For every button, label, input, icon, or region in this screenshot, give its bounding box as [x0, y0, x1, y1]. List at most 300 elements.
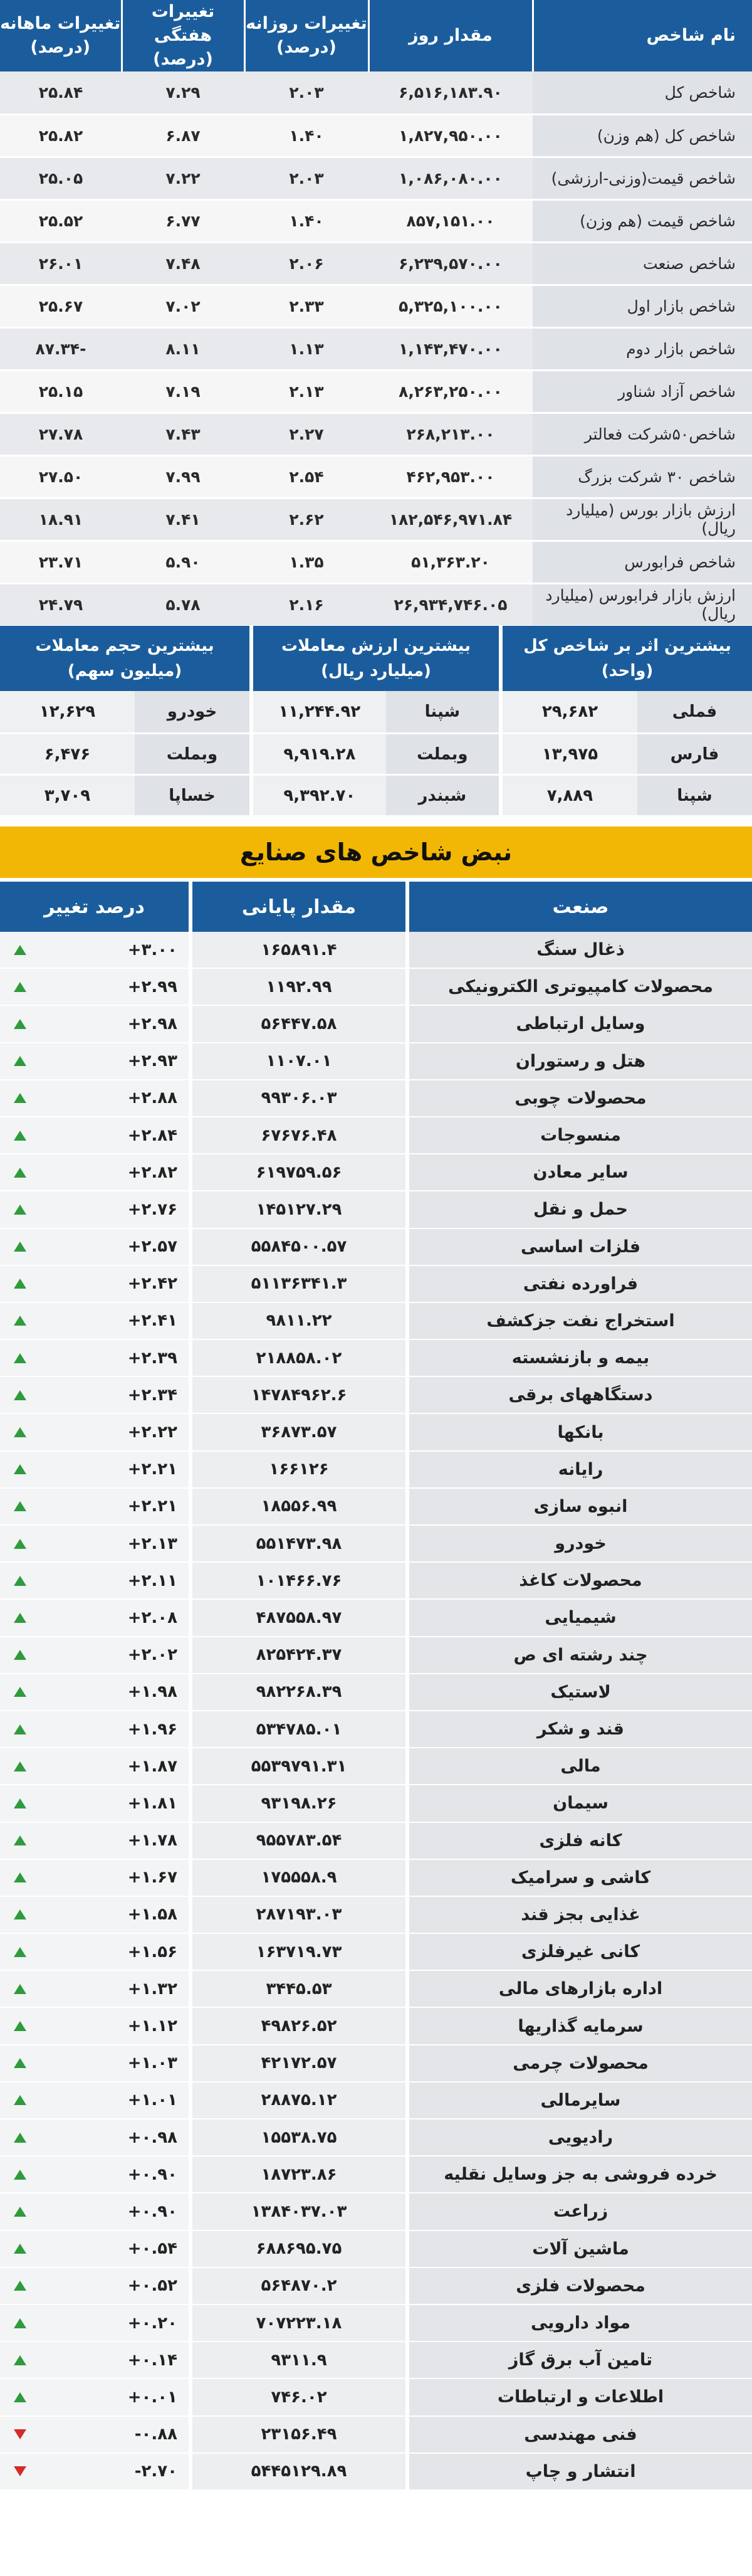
- index-monthly-change: ۲۷.۵۰: [0, 455, 122, 498]
- pulse-industry: هتل و رستوران: [409, 1043, 752, 1080]
- pulse-industry: فلزات اساسی: [409, 1229, 752, 1266]
- pulse-change-value: +۳.۰۰: [127, 940, 177, 959]
- pulse-change: [0, 2082, 189, 2119]
- pulse-row: [0, 969, 752, 1006]
- pulse-change-value: +۱.۷۸: [127, 1831, 177, 1850]
- pulse-change: [0, 1080, 189, 1117]
- pulse-industry: دستگاههای برقی: [409, 1377, 752, 1414]
- pulse-industry: چند رشته ای ص: [409, 1637, 752, 1674]
- index-value: ۲۶۸,۲۱۳.۰۰: [368, 413, 533, 455]
- pulse-header-value: مقدار پایانی: [192, 882, 405, 932]
- pulse-change-value: +۲.۱۳: [127, 1534, 177, 1553]
- top-block-rows: [253, 691, 499, 815]
- pulse-change: [0, 2305, 189, 2342]
- top-block-symbol: شبندر: [386, 776, 499, 815]
- pulse-value: ۵۶۴۴۷.۵۸: [192, 1006, 405, 1043]
- industry-pulse-section: [0, 826, 752, 2576]
- up-arrow-icon: [14, 1464, 26, 1474]
- index-value: ۱۸۲,۵۴۶,۹۷۱.۸۴: [368, 498, 533, 541]
- pulse-change-value: +۱.۳۲: [127, 1979, 177, 1998]
- pulse-value: ۱۴۵۱۲۷.۲۹: [192, 1191, 405, 1228]
- pulse-industry: محصولات کامپیوتری الکترونیکی: [409, 969, 752, 1006]
- pulse-value: ۱۳۸۴۰۳۷.۰۳: [192, 2193, 405, 2230]
- up-arrow-icon: [14, 1984, 26, 1994]
- index-name: شاخص فرابورس: [533, 541, 752, 583]
- pulse-change: [0, 1266, 189, 1303]
- pulse-industry: سیمان: [409, 1785, 752, 1822]
- index-row: [0, 242, 752, 285]
- down-arrow-icon: [14, 2429, 26, 2439]
- index-value: ۶,۵۱۶,۱۸۳.۹۰: [368, 71, 533, 114]
- pulse-industry: زراعت: [409, 2193, 752, 2230]
- pulse-industry: اداره بازارهای مالی: [409, 1971, 752, 2008]
- index-daily-change: ۲.۵۴: [244, 455, 368, 498]
- pulse-value: ۱۶۵۸۹۱.۴: [192, 932, 405, 969]
- pulse-row: [0, 1117, 752, 1154]
- pulse-row: [0, 932, 752, 969]
- top-block-value: ۱۱,۲۴۴.۹۲: [253, 691, 386, 732]
- index-value: ۵۱,۳۶۳.۲۰: [368, 541, 533, 583]
- up-arrow-icon: [14, 945, 26, 955]
- index-monthly-change: ۲۵.۸۲: [0, 114, 122, 157]
- up-arrow-icon: [14, 1279, 26, 1289]
- index-name: شاخص۵۰شرکت فعالتر: [533, 413, 752, 455]
- top-block-symbol: شپنا: [637, 776, 752, 815]
- pulse-change-value: +۱.۶۷: [127, 1868, 177, 1887]
- pulse-row: [0, 2268, 752, 2305]
- header-daily: تغییرات روزانه (درصد): [244, 0, 368, 71]
- pulse-change: [0, 1823, 189, 1860]
- pulse-row: [0, 1674, 752, 1711]
- index-row: [0, 199, 752, 242]
- top-block-symbol: خساپا: [135, 776, 249, 815]
- pulse-change: [0, 2193, 189, 2230]
- pulse-table-body: [0, 932, 752, 2491]
- pulse-row: [0, 1971, 752, 2008]
- pulse-change-value: +۲.۹۳: [127, 1052, 177, 1071]
- top-block-trade-value: [253, 626, 499, 815]
- pulse-industry: اطلاعات و ارتباطات: [409, 2379, 752, 2416]
- pulse-change-value: +۱.۵۶: [127, 1942, 177, 1961]
- pulse-row: [0, 1266, 752, 1303]
- pulse-industry: محصولات چوبی: [409, 1080, 752, 1117]
- pulse-row: [0, 1006, 752, 1043]
- pulse-change-value: -۰.۸۸: [134, 2425, 177, 2444]
- pulse-industry: قند و شکر: [409, 1711, 752, 1748]
- pulse-change: [0, 1860, 189, 1897]
- pulse-change-value: +۰.۹۰: [127, 2165, 177, 2184]
- index-row: [0, 370, 752, 413]
- pulse-row: [0, 2082, 752, 2119]
- pulse-row: [0, 2342, 752, 2379]
- index-name: شاخص ۳۰ شرکت بزرگ: [533, 455, 752, 498]
- pulse-change: [0, 1563, 189, 1600]
- top-block-header: [0, 626, 249, 691]
- index-value: ۸۵۷,۱۵۱.۰۰: [368, 199, 533, 242]
- pulse-value: ۹۸۲۲۶۸.۳۹: [192, 1674, 405, 1711]
- pulse-change-value: +۱.۰۱: [127, 2091, 177, 2110]
- pulse-value: ۱۴۷۸۴۹۶۲.۶: [192, 1377, 405, 1414]
- pulse-change: [0, 2417, 189, 2454]
- pulse-change-value: +۲.۰۸: [127, 1608, 177, 1627]
- up-arrow-icon: [14, 1835, 26, 1845]
- index-value: ۱,۱۴۳,۴۷۰.۰۰: [368, 327, 533, 370]
- up-arrow-icon: [14, 2170, 26, 2180]
- index-monthly-change: ۲۵.۵۲: [0, 199, 122, 242]
- pulse-industry: رادیویی: [409, 2119, 752, 2156]
- pulse-row: [0, 2379, 752, 2416]
- pulse-title: نبض شاخص های صنایع: [0, 826, 752, 878]
- index-table: [0, 0, 752, 627]
- pulse-value: ۶۷۶۷۶.۴۸: [192, 1117, 405, 1154]
- pulse-change-value: +۰.۵۲: [127, 2276, 177, 2296]
- pulse-industry: خرده فروشی به جز وسایل نقلیه: [409, 2156, 752, 2193]
- index-weekly-change: ۷.۴۱: [122, 498, 244, 541]
- index-name: شاخص کل: [533, 71, 752, 114]
- up-arrow-icon: [14, 1539, 26, 1549]
- top-block-row: [0, 774, 249, 815]
- pulse-industry: سایر معادن: [409, 1154, 752, 1191]
- up-arrow-icon: [14, 1872, 26, 1882]
- index-value: ۴۶۲,۹۵۳.۰۰: [368, 455, 533, 498]
- pulse-value: ۹۵۵۷۸۳.۵۴: [192, 1823, 405, 1860]
- up-arrow-icon: [14, 1316, 26, 1326]
- top-block-value: ۱۳,۹۷۵: [503, 734, 637, 774]
- pulse-change-value: +۰.۹۸: [127, 2128, 177, 2147]
- up-arrow-icon: [14, 1501, 26, 1511]
- index-value: ۱,۸۲۷,۹۵۰.۰۰: [368, 114, 533, 157]
- pulse-row: [0, 1452, 752, 1489]
- up-arrow-icon: [14, 2392, 26, 2402]
- up-arrow-icon: [14, 2207, 26, 2217]
- top-block-value: ۳,۷۰۹: [0, 776, 135, 815]
- index-row: [0, 583, 752, 626]
- up-arrow-icon: [14, 1390, 26, 1400]
- pulse-row: [0, 1303, 752, 1340]
- pulse-change: [0, 2342, 189, 2379]
- index-daily-change: ۲.۶۲: [244, 498, 368, 541]
- index-daily-change: ۲.۱۶: [244, 583, 368, 626]
- index-value: ۵,۳۲۵,۱۰۰.۰۰: [368, 285, 533, 327]
- top-block-value: ۲۹,۶۸۲: [503, 691, 637, 732]
- index-table-header: [0, 0, 752, 71]
- index-weekly-change: ۷.۴۸: [122, 242, 244, 285]
- pulse-industry: استخراج نفت جزکشف: [409, 1303, 752, 1340]
- pulse-value: ۲۱۸۸۵۸.۰۲: [192, 1340, 405, 1377]
- pulse-row: [0, 1154, 752, 1191]
- pulse-value: ۱۶۶۱۲۶: [192, 1452, 405, 1489]
- top-block-value: ۶,۴۷۶: [0, 734, 135, 774]
- pulse-change: [0, 1191, 189, 1228]
- index-name: شاخص قیمت(وزنی-ارزشی): [533, 157, 752, 199]
- index-weekly-change: ۷.۹۹: [122, 455, 244, 498]
- pulse-change-value: +۲.۹۸: [127, 1014, 177, 1033]
- pulse-change: [0, 2231, 189, 2268]
- top-block-unit: (میلیارد ریال): [321, 662, 431, 680]
- index-daily-change: ۲.۳۳: [244, 285, 368, 327]
- pulse-industry: شیمیایی: [409, 1600, 752, 1637]
- pulse-header-pct: درصد تغییر: [0, 882, 189, 932]
- pulse-row: [0, 1748, 752, 1785]
- pulse-value: ۴۲۱۷۲.۵۷: [192, 2045, 405, 2082]
- top-block-index-impact: [503, 626, 752, 815]
- index-weekly-change: ۸.۱۱: [122, 327, 244, 370]
- pulse-change: [0, 2119, 189, 2156]
- index-weekly-change: ۷.۲۹: [122, 71, 244, 114]
- up-arrow-icon: [14, 1947, 26, 1957]
- index-monthly-change: -۸۷.۳۴: [0, 327, 122, 370]
- top-block-header: [503, 626, 752, 691]
- index-row: [0, 71, 752, 114]
- pulse-value: ۵۴۴۵۱۲۹.۸۹: [192, 2454, 405, 2491]
- pulse-change-value: +۰.۱۴: [127, 2350, 177, 2370]
- pulse-row: [0, 2305, 752, 2342]
- pulse-value: ۱۷۵۵۵۸.۹: [192, 1860, 405, 1897]
- index-monthly-change: ۲۳.۷۱: [0, 541, 122, 583]
- pulse-industry: کانه فلزی: [409, 1823, 752, 1860]
- pulse-value: ۴۹۸۲۶.۵۲: [192, 2008, 405, 2045]
- pulse-value: ۵۵۸۴۵۰۰.۵۷: [192, 1229, 405, 1266]
- top-block-trade-volume: [0, 626, 249, 815]
- pulse-row: [0, 1340, 752, 1377]
- pulse-change: [0, 1934, 189, 1971]
- pulse-change-value: +۲.۸۴: [127, 1126, 177, 1145]
- pulse-row: [0, 1600, 752, 1637]
- pulse-header: [0, 882, 752, 932]
- top-block-row: [503, 774, 752, 815]
- top-block-row: [503, 732, 752, 774]
- header-monthly: تغییرات ماهانه (درصد): [0, 0, 122, 71]
- top-block-symbol: فارس: [637, 734, 752, 774]
- pulse-row: [0, 1043, 752, 1080]
- pulse-value: ۹۳۱۹۸.۲۶: [192, 1785, 405, 1822]
- index-weekly-change: ۵.۷۸: [122, 583, 244, 626]
- pulse-change-value: +۱.۸۱: [127, 1793, 177, 1813]
- up-arrow-icon: [14, 1056, 26, 1066]
- pulse-value: ۴۸۷۵۵۸.۹۷: [192, 1600, 405, 1637]
- pulse-industry: انتشار و چاپ: [409, 2454, 752, 2491]
- top-block-title: بیشترین حجم معاملات: [35, 636, 214, 655]
- up-arrow-icon: [14, 1093, 26, 1103]
- up-arrow-icon: [14, 2021, 26, 2031]
- pulse-value: ۳۴۴۵.۵۳: [192, 1971, 405, 2008]
- up-arrow-icon: [14, 1909, 26, 1919]
- index-monthly-change: ۲۷.۷۸: [0, 413, 122, 455]
- pulse-industry: فنی مهندسی: [409, 2417, 752, 2454]
- up-arrow-icon: [14, 2318, 26, 2328]
- index-monthly-change: ۲۴.۷۹: [0, 583, 122, 626]
- up-arrow-icon: [14, 2244, 26, 2254]
- pulse-row: [0, 1823, 752, 1860]
- pulse-change-value: +۲.۴۱: [127, 1311, 177, 1331]
- pulse-industry: انبوه سازی: [409, 1489, 752, 1526]
- pulse-value: ۷۰۷۲۲۳.۱۸: [192, 2305, 405, 2342]
- up-arrow-icon: [14, 1427, 26, 1437]
- top-block-row: [253, 691, 499, 732]
- pulse-industry: محصولات فلزی: [409, 2268, 752, 2305]
- index-daily-change: ۲.۰۳: [244, 157, 368, 199]
- up-arrow-icon: [14, 2133, 26, 2143]
- header-weekly: تغییرات هفتگی (درصد): [122, 0, 244, 71]
- top-block-row: [0, 732, 249, 774]
- pulse-change: [0, 2008, 189, 2045]
- pulse-industry: مواد دارویی: [409, 2305, 752, 2342]
- pulse-change: [0, 1117, 189, 1154]
- pulse-industry: محصولات کاغذ: [409, 1563, 752, 1600]
- pulse-change: [0, 1600, 189, 1637]
- pulse-industry: کاشی و سرامیک: [409, 1860, 752, 1897]
- up-arrow-icon: [14, 1650, 26, 1660]
- index-name: شاخص آزاد شناور: [533, 370, 752, 413]
- pulse-value: ۱۸۵۵۶.۹۹: [192, 1489, 405, 1526]
- top-block-symbol: وبملت: [386, 734, 499, 774]
- pulse-change-value: +۱.۹۸: [127, 1682, 177, 1702]
- pulse-change-value: +۱.۱۲: [127, 2017, 177, 2036]
- top-block-symbol: وبملت: [135, 734, 249, 774]
- pulse-row: [0, 1934, 752, 1971]
- pulse-change-value: +۱.۸۷: [127, 1756, 177, 1776]
- pulse-industry: بانکها: [409, 1414, 752, 1451]
- pulse-industry: سایرمالی: [409, 2082, 752, 2119]
- pulse-value: ۵۱۱۳۶۳۴۱.۳: [192, 1266, 405, 1303]
- top-block-header: [253, 626, 499, 691]
- index-row: [0, 498, 752, 541]
- pulse-value: ۸۲۵۴۲۴.۳۷: [192, 1637, 405, 1674]
- up-arrow-icon: [14, 1613, 26, 1623]
- pulse-industry: سرمایه گذاریها: [409, 2008, 752, 2045]
- index-name: شاخص قیمت (هم وزن): [533, 199, 752, 242]
- index-monthly-change: ۲۶.۰۱: [0, 242, 122, 285]
- pulse-value: ۵۳۴۷۸۵.۰۱: [192, 1711, 405, 1748]
- top-block-row: [253, 774, 499, 815]
- pulse-industry: کانی غیرفلزی: [409, 1934, 752, 1971]
- pulse-row: [0, 1563, 752, 1600]
- pulse-industry: مالی: [409, 1748, 752, 1785]
- pulse-header-industry: صنعت: [409, 882, 752, 932]
- pulse-change-value: +۲.۳۴: [127, 1385, 177, 1405]
- top-stats-section: [0, 626, 752, 815]
- index-weekly-change: ۷.۰۲: [122, 285, 244, 327]
- index-monthly-change: ۲۵.۶۷: [0, 285, 122, 327]
- pulse-value: ۱۱۹۲.۹۹: [192, 969, 405, 1006]
- top-block-rows: [0, 691, 249, 815]
- index-value: ۶,۲۳۹,۵۷۰.۰۰: [368, 242, 533, 285]
- index-daily-change: ۱.۱۳: [244, 327, 368, 370]
- index-name: شاخص صنعت: [533, 242, 752, 285]
- index-daily-change: ۱.۴۰: [244, 114, 368, 157]
- pulse-change: [0, 1785, 189, 1822]
- header-value: مقدار روز: [368, 0, 533, 71]
- pulse-change: [0, 1897, 189, 1934]
- top-block-unit: (میلیون سهم): [67, 662, 182, 680]
- index-table-section: [0, 0, 752, 621]
- pulse-change: [0, 2268, 189, 2305]
- pulse-value: ۵۵۱۴۷۳.۹۸: [192, 1526, 405, 1563]
- pulse-change-value: +۰.۲۰: [127, 2313, 177, 2333]
- pulse-row: [0, 2454, 752, 2491]
- pulse-value: ۱۱۰۷.۰۱: [192, 1043, 405, 1080]
- index-row: [0, 327, 752, 370]
- down-arrow-icon: [14, 2466, 26, 2476]
- pulse-change-value: +۲.۲۱: [127, 1497, 177, 1516]
- pulse-change-value: +۲.۱۱: [127, 1571, 177, 1590]
- pulse-row: [0, 1229, 752, 1266]
- index-daily-change: ۱.۳۵: [244, 541, 368, 583]
- index-monthly-change: ۱۸.۹۱: [0, 498, 122, 541]
- pulse-value: ۱۶۳۷۱۹.۷۳: [192, 1934, 405, 1971]
- index-weekly-change: ۵.۹۰: [122, 541, 244, 583]
- pulse-change-value: +۱.۵۸: [127, 1905, 177, 1924]
- pulse-value: ۳۶۸۷۳.۵۷: [192, 1414, 405, 1451]
- up-arrow-icon: [14, 982, 26, 992]
- pulse-change-value: +۲.۳۹: [127, 1348, 177, 1368]
- top-block-title: بیشترین ارزش معاملات: [281, 636, 471, 655]
- index-name: ارزش بازار بورس (میلیارد ریال): [533, 498, 752, 541]
- pulse-value: ۹۹۳۰۶.۰۳: [192, 1080, 405, 1117]
- pulse-change-value: +۲.۸۸: [127, 1089, 177, 1108]
- pulse-industry: تامین آب برق گاز: [409, 2342, 752, 2379]
- up-arrow-icon: [14, 1724, 26, 1734]
- pulse-change: [0, 1452, 189, 1489]
- up-arrow-icon: [14, 1019, 26, 1029]
- index-monthly-change: ۲۵.۸۴: [0, 71, 122, 114]
- pulse-value: ۵۶۴۸۷۰.۲: [192, 2268, 405, 2305]
- index-daily-change: ۲.۲۷: [244, 413, 368, 455]
- pulse-industry: وسایل ارتباطی: [409, 1006, 752, 1043]
- pulse-change: [0, 2379, 189, 2416]
- pulse-value: ۶۱۹۷۵۹.۵۶: [192, 1154, 405, 1191]
- pulse-change: [0, 1637, 189, 1674]
- pulse-change-value: +۲.۰۲: [127, 1645, 177, 1665]
- pulse-change-value: +۲.۵۷: [127, 1237, 177, 1257]
- top-block-row: [503, 691, 752, 732]
- pulse-change: [0, 1526, 189, 1563]
- pulse-change: [0, 2045, 189, 2082]
- pulse-industry: خودرو: [409, 1526, 752, 1563]
- index-daily-change: ۱.۴۰: [244, 199, 368, 242]
- index-row: [0, 157, 752, 199]
- pulse-change-value: +۲.۴۲: [127, 1274, 177, 1294]
- pulse-row: [0, 2119, 752, 2156]
- top-block-value: ۷,۸۸۹: [503, 776, 637, 815]
- pulse-change-value: +۲.۲۱: [127, 1460, 177, 1479]
- index-row: [0, 541, 752, 583]
- pulse-change-value: +۲.۹۹: [127, 977, 177, 996]
- pulse-industry: بیمه و بازنشسته: [409, 1340, 752, 1377]
- pulse-row: [0, 2156, 752, 2193]
- index-name: شاخص بازار دوم: [533, 327, 752, 370]
- index-daily-change: ۲.۰۳: [244, 71, 368, 114]
- pulse-change: [0, 969, 189, 1006]
- pulse-change: [0, 1006, 189, 1043]
- pulse-row: [0, 2193, 752, 2230]
- pulse-change: [0, 1340, 189, 1377]
- pulse-row: [0, 1526, 752, 1563]
- pulse-row: [0, 1897, 752, 1934]
- index-monthly-change: ۲۵.۰۵: [0, 157, 122, 199]
- pulse-change-value: +۰.۰۱: [127, 2387, 177, 2407]
- pulse-industry: منسوجات: [409, 1117, 752, 1154]
- pulse-change-value: +۱.۰۳: [127, 2054, 177, 2073]
- pulse-change: [0, 1043, 189, 1080]
- up-arrow-icon: [14, 2058, 26, 2068]
- pulse-value: ۲۳۱۵۶.۴۹: [192, 2417, 405, 2454]
- pulse-value: ۱۰۱۴۶۶.۷۶: [192, 1563, 405, 1600]
- pulse-row: [0, 1860, 752, 1897]
- top-block-row: [253, 732, 499, 774]
- pulse-row: [0, 2045, 752, 2082]
- top-block-row: [0, 691, 249, 732]
